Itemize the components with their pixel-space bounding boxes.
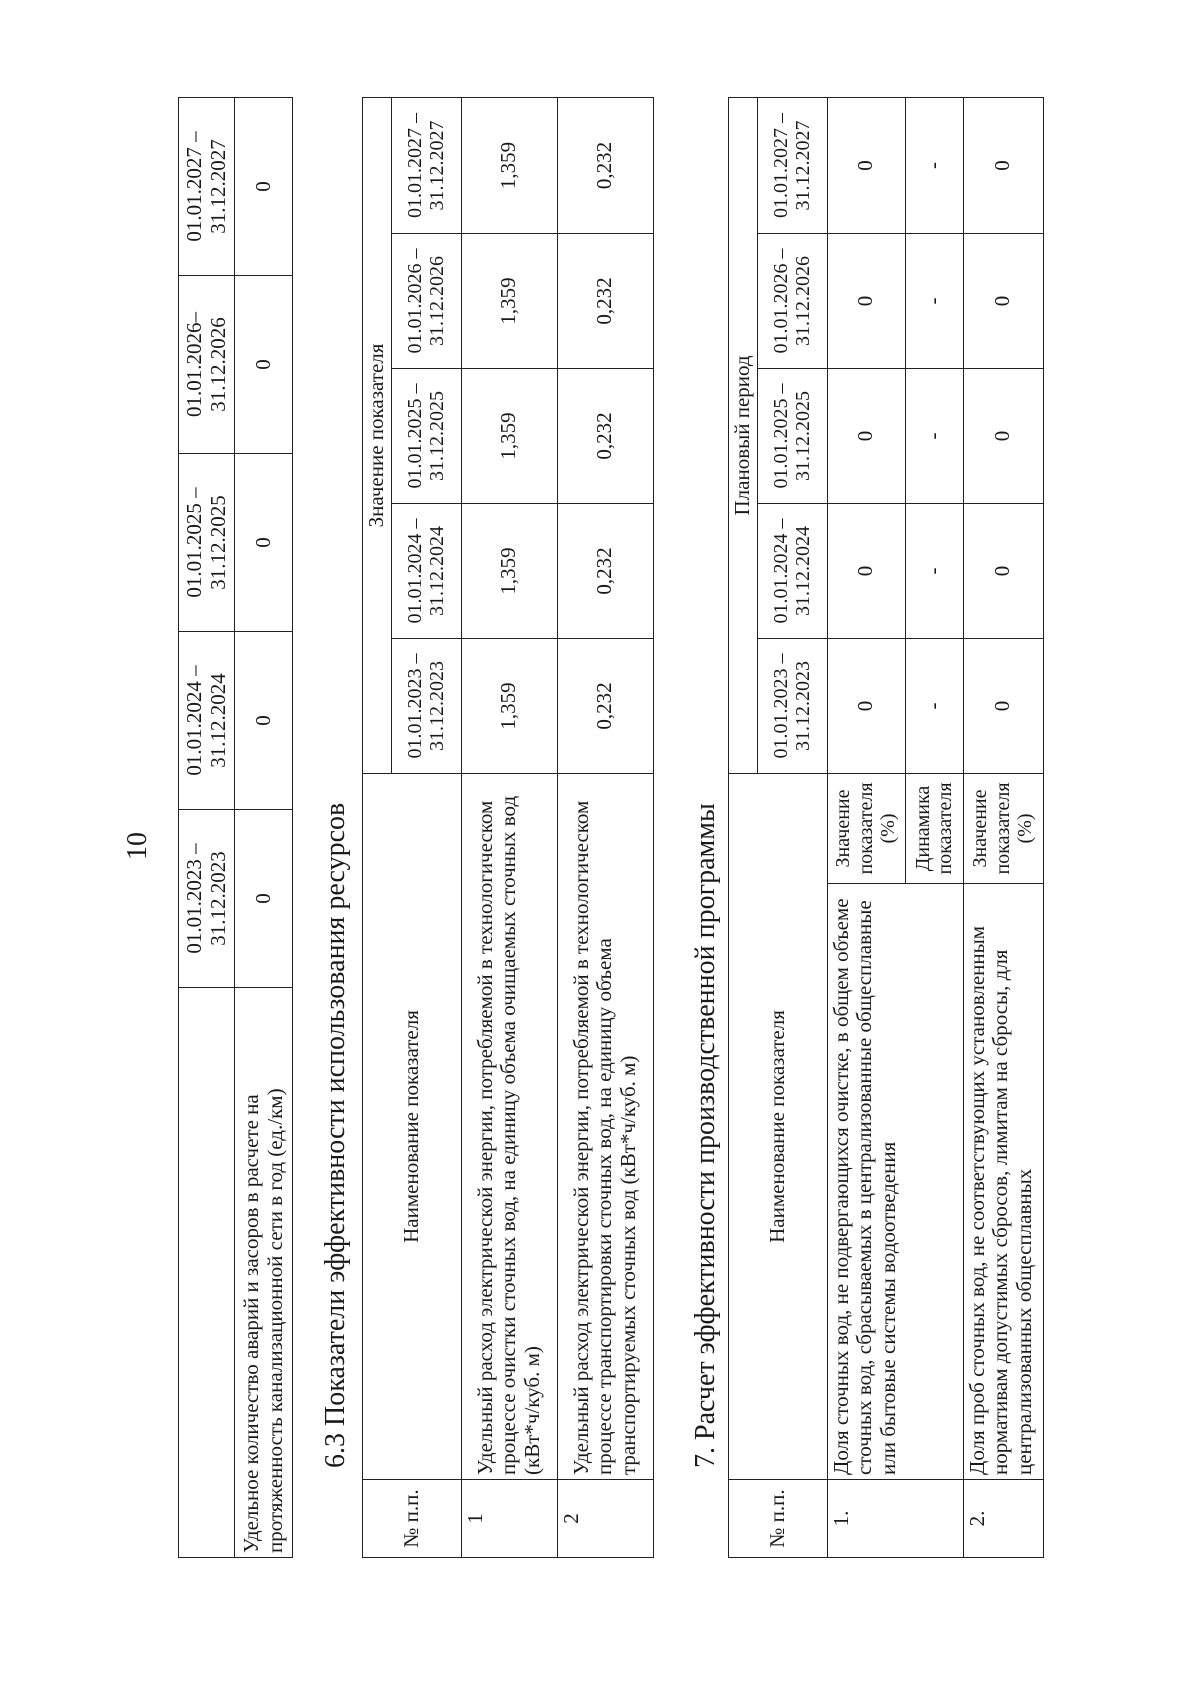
table3-period-2023: 01.01.2023 – 31.12.2023 <box>757 638 827 773</box>
table-row <box>235 98 293 1558</box>
table3-row1-sub1-value-2023: 0 <box>827 638 905 773</box>
table2-row2-value-2027: 0,232 <box>557 97 653 233</box>
accident-rate-table <box>178 97 293 1558</box>
table2-row2-num: 2 <box>557 1480 653 1558</box>
table3-name-header: Наименование показателя <box>729 773 828 1479</box>
table2-row2-value-2026: 0,232 <box>557 234 653 369</box>
table3-period-2027: 01.01.2027 – 31.12.2027 <box>757 97 827 233</box>
table2-row1-value-2023: 1,359 <box>461 639 557 774</box>
table2-period-2027: 01.01.2027 – 31.12.2027 <box>391 97 461 233</box>
table3-row2-num: 2. <box>963 1480 1043 1558</box>
table3-row1-sub2-value-2024: - <box>905 503 963 638</box>
table2-row2-name: Удельный расход электрической энергии, потребляемой в технологическом процессе транспортировки сточных вод, на единицу объема транспортируемых сточных вод (кВт*ч/куб. м) <box>557 774 653 1480</box>
table2-row1-value-2025: 1,359 <box>461 369 557 504</box>
table1-period-2023: 01.01.2023 – 31.12.2023 <box>179 810 235 988</box>
table2-period-2023: 01.01.2023 – 31.12.2023 <box>391 639 461 774</box>
program-efficiency-table <box>728 97 1044 1558</box>
table3-row2-sub1-value-2024: 0 <box>963 503 1043 638</box>
table3-group-header: Плановый период <box>729 97 758 773</box>
table2-period-2026: 01.01.2026 – 31.12.2026 <box>391 234 461 369</box>
table1-period-2025: 01.01.2025 – 31.12.2025 <box>179 454 235 632</box>
table2-name-header: Наименование показателя <box>363 774 462 1480</box>
table3-row1-sub2-value-2023: - <box>905 638 963 773</box>
table1-period-2026: 01.01.2026– 31.12.2026 <box>179 276 235 454</box>
table2-row2-value-2023: 0,232 <box>557 639 653 774</box>
table1-value-2027: 0 <box>235 98 293 276</box>
table3-num-header: № п.п. <box>729 1480 828 1558</box>
table3-row1-sub2-label: Динамика показателя <box>905 773 963 883</box>
table2-row2-value-2025: 0,232 <box>557 369 653 504</box>
table-row <box>557 97 653 1557</box>
table3-row2-sub1-value-2027: 0 <box>963 97 1043 233</box>
table2-num-header: № п.п. <box>363 1480 462 1558</box>
resource-efficiency-table <box>362 97 654 1558</box>
table3-row1-sub2-value-2025: - <box>905 368 963 503</box>
table2-row1-value-2027: 1,359 <box>461 97 557 233</box>
table1-value-2024: 0 <box>235 632 293 810</box>
table3-row1-sub1-value-2026: 0 <box>827 233 905 368</box>
table1-row-name: Удельное количество аварий и засоров в расчете на протяженность канализационной сети в год (ед./км) <box>235 988 293 1558</box>
table2-period-2025: 01.01.2025 – 31.12.2025 <box>391 369 461 504</box>
page-number: 10 <box>122 832 153 860</box>
table1-period-2027: 01.01.2027 – 31.12.2027 <box>179 98 235 276</box>
table1-empty-header <box>179 988 235 1558</box>
table3-row1-num: 1. <box>827 1480 963 1558</box>
table2-row1-value-2026: 1,359 <box>461 234 557 369</box>
table3-row2-sub1-label: Значение показателя (%) <box>963 773 1043 883</box>
table3-row2-sub1-value-2023: 0 <box>963 638 1043 773</box>
table3-row2-name: Доля проб сточных вод, не соответствующих установленным нормативам допустимых сбросов, лимитам на сбросы, для централизованных общесплавных <box>963 884 1043 1480</box>
section-6-3-title: 6.3 Показатели эффективности использования ресурсов <box>320 802 351 1468</box>
table3-row2-sub1-value-2025: 0 <box>963 368 1043 503</box>
table1-value-2025: 0 <box>235 454 293 632</box>
table3-header-row-1 <box>729 97 758 1557</box>
table2-period-2024: 01.01.2024 – 31.12.2024 <box>391 504 461 639</box>
section-7-title: 7. Расчет эффективности производственной программы <box>690 803 721 1468</box>
table1-value-2026: 0 <box>235 276 293 454</box>
table3-period-2025: 01.01.2025 – 31.12.2025 <box>757 368 827 503</box>
table-row <box>827 97 905 1557</box>
table3-row2-sub1-value-2026: 0 <box>963 233 1043 368</box>
table-row <box>963 97 1043 1557</box>
table2-row1-name: Удельный расход электрической энергии, потребляемой в технологическом процессе очистки сточных вод, на единицу объема очищаемых сточных вод (кВт*ч/куб. м) <box>461 774 557 1480</box>
table2-row1-value-2024: 1,359 <box>461 504 557 639</box>
table3-period-2024: 01.01.2024 – 31.12.2024 <box>757 503 827 638</box>
table3-row1-sub1-value-2027: 0 <box>827 97 905 233</box>
table3-row1-name: Доля сточных вод, не подвергающихся очистке, в общем объеме сточных вод, сбрасываемых в централизованные общесплавные или бытовые системы водоотведения <box>827 884 963 1480</box>
table3-period-2026: 01.01.2026 – 31.12.2026 <box>757 233 827 368</box>
table2-group-header: Значение показателя <box>363 97 392 773</box>
table1-value-2023: 0 <box>235 810 293 988</box>
table2-row1-num: 1 <box>461 1480 557 1558</box>
table3-row1-sub2-value-2027: - <box>905 97 963 233</box>
table3-row1-sub2-value-2026: - <box>905 233 963 368</box>
table-row <box>461 97 557 1557</box>
table2-header-row-1 <box>363 97 392 1557</box>
table3-row1-sub1-label: Значение показателя (%) <box>827 773 905 883</box>
table2-row2-value-2024: 0,232 <box>557 504 653 639</box>
table3-row1-sub1-value-2025: 0 <box>827 368 905 503</box>
table3-row1-sub1-value-2024: 0 <box>827 503 905 638</box>
table1-period-2024: 01.01.2024 – 31.12.2024 <box>179 632 235 810</box>
table1-header-row <box>179 98 235 1558</box>
